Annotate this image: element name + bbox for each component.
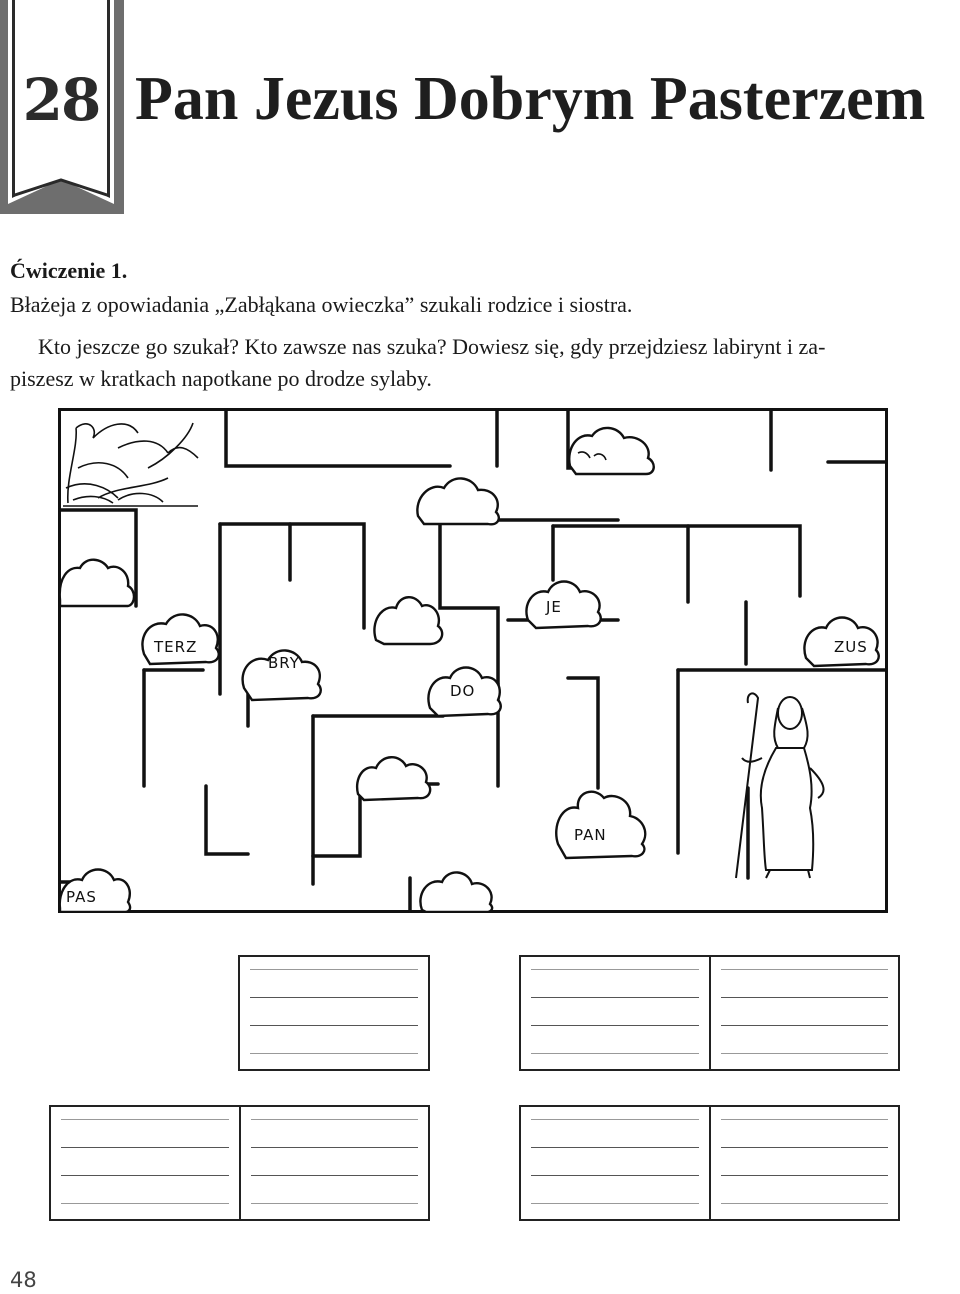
syllable-bush-pas bbox=[60, 870, 130, 913]
bush-icon bbox=[417, 478, 498, 524]
answer-cell[interactable] bbox=[51, 1107, 241, 1219]
bush-icon bbox=[374, 597, 442, 644]
syllable-bush-bry bbox=[243, 650, 321, 700]
syllable-label: ZUS bbox=[834, 638, 868, 656]
syllable-bush-je bbox=[526, 582, 600, 629]
maze-drawing bbox=[58, 408, 888, 913]
bush-icon bbox=[60, 560, 134, 606]
syllable-label: JE bbox=[546, 598, 562, 616]
answer-cell[interactable] bbox=[711, 1107, 899, 1219]
syllable-bush-terz bbox=[142, 614, 218, 664]
answer-cell[interactable] bbox=[711, 957, 899, 1069]
syllable-label: BRY bbox=[268, 654, 300, 672]
answer-cell[interactable] bbox=[241, 1107, 429, 1219]
syllable-label: TERZ bbox=[154, 638, 198, 656]
answer-grid-3 bbox=[49, 1105, 430, 1221]
answer-cell[interactable] bbox=[521, 1107, 711, 1219]
exercise-text-line-1: Błażeja z opowiadania „Zabłąkana owieczka” szukali rodzice i siostra. bbox=[10, 292, 633, 317]
exercise-label: Ćwiczenie 1. bbox=[10, 258, 128, 283]
tree-bush-icon bbox=[63, 423, 198, 506]
page-number: 48 bbox=[10, 1268, 37, 1292]
exercise-text-line-2: Kto jeszcze go szukał? Kto zawsze nas szuka? Dowiesz się, gdy przejdziesz labirynt i za- bbox=[38, 334, 826, 359]
maze bbox=[58, 408, 888, 913]
ribbon-chevron-icon bbox=[12, 176, 110, 200]
chapter-number: 28 bbox=[22, 66, 100, 134]
syllable-bush-zus bbox=[804, 618, 878, 667]
answer-grid-1 bbox=[238, 955, 430, 1071]
syllable-label: DO bbox=[450, 682, 476, 700]
answer-cell[interactable] bbox=[240, 957, 428, 1069]
answer-grid-4 bbox=[519, 1105, 900, 1221]
syllable-label: PAN bbox=[574, 826, 607, 844]
answer-grid-2 bbox=[519, 955, 900, 1071]
syllable-label: PAS bbox=[66, 888, 97, 906]
syllable-bush-pan bbox=[556, 792, 645, 858]
bush-icon bbox=[357, 757, 430, 800]
chapter-title: Pan Jezus Dobrym Pasterzem bbox=[135, 65, 926, 133]
bush-icon bbox=[420, 872, 492, 912]
syllable-bush-do bbox=[428, 668, 500, 717]
answer-cell[interactable] bbox=[521, 957, 711, 1069]
exercise-text-line-3: piszesz w kratkach napotkane po drodze sylaby. bbox=[10, 366, 432, 391]
bush-icon bbox=[569, 428, 654, 474]
